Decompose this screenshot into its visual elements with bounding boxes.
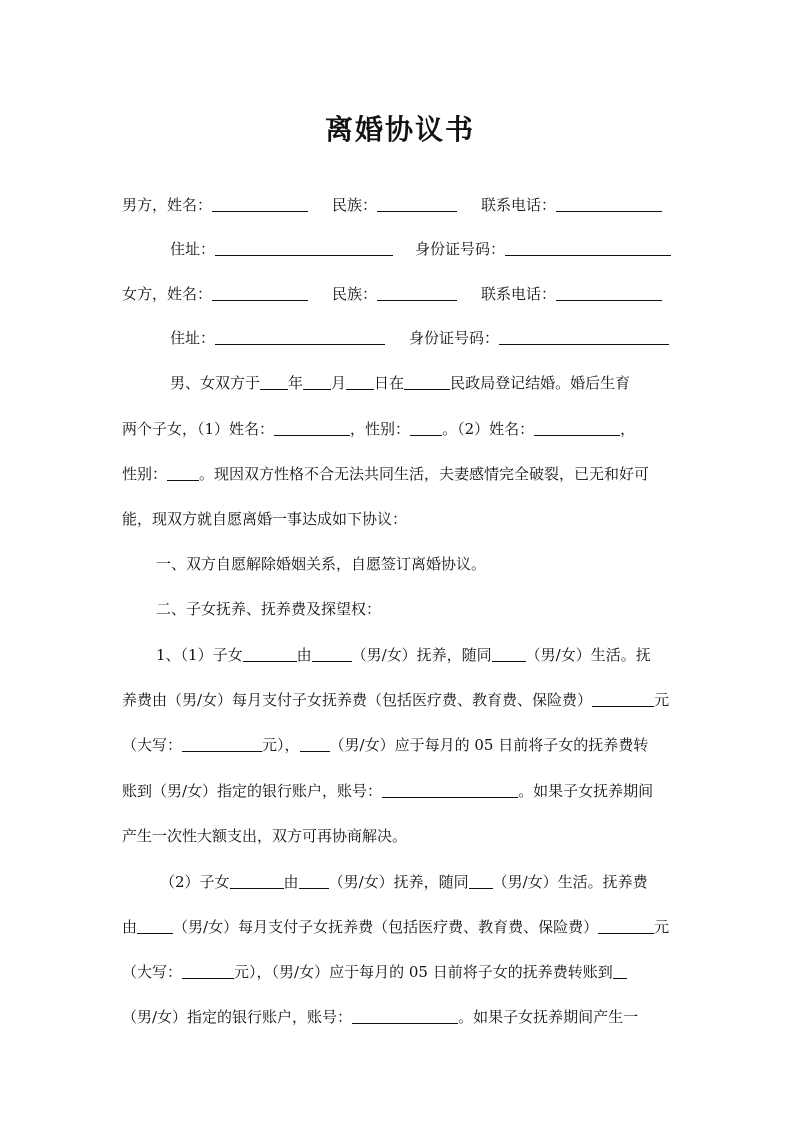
husband-id-label: 身份证号码： bbox=[415, 240, 506, 258]
husband-name-blank bbox=[212, 195, 308, 212]
paragraph-line bbox=[122, 464, 678, 484]
text-span: （男/女）应于每月的 05 日前将子女的抚养费转 bbox=[329, 736, 649, 754]
live-with-blank bbox=[469, 872, 493, 889]
recipient-blank bbox=[613, 962, 627, 979]
paragraph-line bbox=[122, 419, 678, 439]
text-span: 1、（1）子女 bbox=[156, 646, 243, 664]
wife-address-blank bbox=[215, 328, 385, 345]
amount-words-blank bbox=[182, 735, 262, 752]
amount-blank bbox=[598, 917, 654, 934]
wife-id-blank bbox=[499, 328, 669, 345]
wife-name-blank bbox=[212, 284, 308, 301]
text-span: 日在 bbox=[374, 374, 405, 392]
wife-name-label: 女方，姓名： bbox=[122, 285, 213, 303]
text-span: （大写： bbox=[122, 963, 183, 981]
amount-blank bbox=[592, 690, 654, 707]
text-span: （2）子女 bbox=[160, 873, 230, 891]
clause-one bbox=[156, 554, 678, 574]
text-span: 民政局登记结婚。婚后生育 bbox=[450, 374, 631, 392]
clause-two-heading bbox=[156, 599, 678, 619]
payer-blank bbox=[137, 917, 173, 934]
text-span: ，性别： bbox=[350, 420, 411, 438]
child2-name-blank bbox=[534, 419, 620, 436]
text-span: 产生一次性大额支出，双方可再协商解决。 bbox=[122, 827, 408, 845]
text-span: （男/女）每月支付子女抚养费（包括医疗费、教育费、保险费） bbox=[173, 918, 599, 936]
text-span: 账到（男/女）指定的银行账户，账号： bbox=[122, 782, 383, 800]
account-blank bbox=[382, 781, 518, 798]
text-span: 元 bbox=[654, 691, 670, 709]
paragraph-line bbox=[160, 872, 678, 892]
wife-id-label: 身份证号码： bbox=[409, 329, 500, 347]
husband-phone-label: 联系电话： bbox=[481, 196, 557, 214]
paragraph-line bbox=[122, 826, 678, 846]
husband-ethnic-blank bbox=[377, 195, 457, 212]
paragraph-line bbox=[156, 645, 678, 665]
text-span: 。如果子女抚养期间产生一 bbox=[458, 1008, 639, 1026]
amount-words-blank bbox=[182, 962, 234, 979]
text-span: （男/女）生活。抚 bbox=[525, 646, 651, 664]
account-blank bbox=[352, 1007, 458, 1024]
paragraph-line bbox=[122, 1007, 678, 1027]
paragraph-line bbox=[122, 735, 678, 755]
child-blank bbox=[243, 645, 297, 662]
text-span: 。现因双方性格不合无法共同生活，夫妻感情完全破裂，已无和好可 bbox=[199, 465, 650, 483]
child1-gender-blank bbox=[410, 419, 442, 436]
wife-address-row bbox=[170, 328, 678, 348]
husband-name-label: 男方，姓名： bbox=[122, 196, 213, 214]
text-span: 元 bbox=[654, 918, 670, 936]
text-span: （男/女）抚养，随同 bbox=[351, 646, 492, 664]
text-span: 元）， bbox=[262, 736, 300, 754]
guardian-blank bbox=[299, 872, 329, 889]
text-span: 。如果子女抚养期间 bbox=[518, 782, 654, 800]
live-with-blank bbox=[492, 645, 526, 662]
text-span: 二、子女抚养、抚养费及探望权： bbox=[156, 600, 382, 618]
text-span: 。（2）姓名： bbox=[442, 420, 535, 438]
husband-address-label: 住址： bbox=[170, 240, 216, 258]
paragraph-line bbox=[122, 690, 678, 710]
text-span: 一、双方自愿解除婚姻关系，自愿签订离婚协议。 bbox=[156, 555, 487, 573]
paragraph-line bbox=[122, 509, 678, 529]
wife-ethnic-label: 民族： bbox=[332, 285, 378, 303]
text-span: （男/女）抚养，随同 bbox=[328, 873, 469, 891]
wife-phone-label: 联系电话： bbox=[481, 285, 557, 303]
text-span: 元），（男/女）应于每月的 05 日前将子女的抚养费转账到 bbox=[234, 963, 613, 981]
paragraph-line bbox=[170, 373, 678, 393]
husband-phone-blank bbox=[556, 195, 662, 212]
year-blank bbox=[260, 373, 288, 390]
text-span: （男/女）生活。抚养费 bbox=[492, 873, 648, 891]
text-span: 月 bbox=[331, 374, 347, 392]
wife-name-row bbox=[122, 284, 678, 304]
day-blank bbox=[346, 373, 374, 390]
wife-ethnic-blank bbox=[377, 284, 457, 301]
bureau-blank bbox=[404, 373, 450, 390]
wife-address-label: 住址： bbox=[170, 329, 216, 347]
paragraph-line bbox=[122, 917, 678, 937]
child-blank bbox=[230, 872, 284, 889]
text-span: 养费由（男/女）每月支付子女抚养费（包括医疗费、教育费、保险费） bbox=[122, 691, 593, 709]
text-span: 男、女双方于 bbox=[170, 374, 261, 392]
text-span: 由 bbox=[296, 646, 312, 664]
husband-id-blank bbox=[505, 239, 671, 256]
text-span: 由 bbox=[122, 918, 138, 936]
paragraph-line bbox=[122, 781, 678, 801]
wife-phone-blank bbox=[556, 284, 662, 301]
text-span: 能，现双方就自愿离婚一事达成如下协议： bbox=[122, 510, 408, 528]
document-title: 离婚协议书 bbox=[324, 113, 475, 146]
paragraph-line bbox=[122, 962, 678, 982]
child1-name-blank bbox=[274, 419, 350, 436]
husband-address-blank bbox=[215, 239, 393, 256]
husband-name-row bbox=[122, 195, 678, 215]
text-span: ， bbox=[620, 420, 636, 438]
month-blank bbox=[303, 373, 331, 390]
text-span: 性别： bbox=[122, 465, 168, 483]
text-span: 由 bbox=[283, 873, 299, 891]
text-span: （男/女）指定的银行账户，账号： bbox=[122, 1008, 353, 1026]
child2-gender-blank bbox=[167, 464, 199, 481]
husband-ethnic-label: 民族： bbox=[332, 196, 378, 214]
text-span: 两个子女，（1）姓名： bbox=[122, 420, 275, 438]
husband-address-row bbox=[170, 239, 678, 259]
text-span: 年 bbox=[288, 374, 304, 392]
payer-blank bbox=[300, 735, 330, 752]
text-span: （大写： bbox=[122, 736, 183, 754]
guardian-blank bbox=[312, 645, 352, 662]
